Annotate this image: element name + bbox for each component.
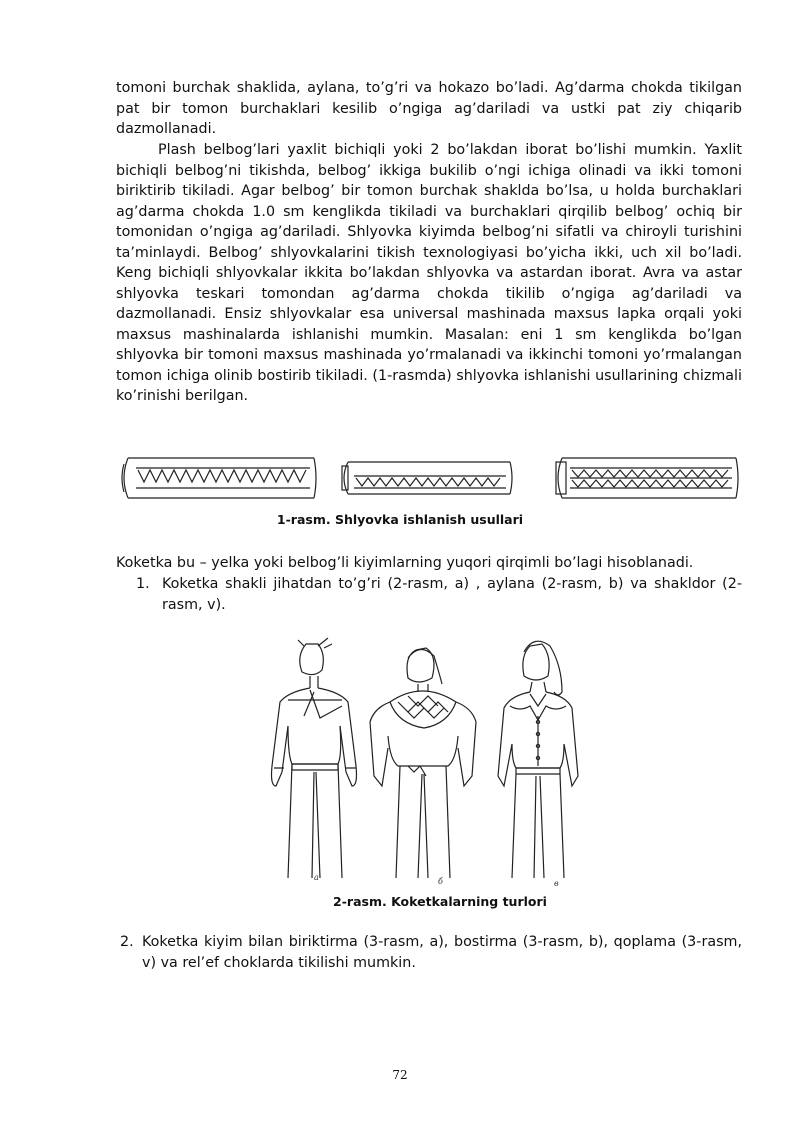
paragraph-2: Plash belbog’lari yaxlit bichiqli yoki 2 bo’lakdan iborat bo’lishi mumkin. Yaxlit bichiqli belbog’ni tikishda, belbog’ ikkiga bukilib o’ngi ichiga olinadi va ikki tomoni biriktirib tikiladi. Agar belbog’ bir tomon burchak shaklda bo’lsa, u holda burchaklari ag’darma chokda 1.0 sm kenglikda tikiladi va burchaklari qirqilib belbog’ ochiq bir tomonidan o’ngiga ag’dariladi. Shlyovka kiyimda belbog’ni sifatli va chiroyli turishini ta’minlaydi. Belbog’ shlyovkalarini tikish texnologiyasi bo’yicha ikki, uch xil bo’ladi. Keng bichiqli shlyovkalar ikkita bo’lakdan shlyovka va astardan iborat. Avra va astar shlyovka teskari tomondan ag’darma chokda tikilib o’ngiga ag’dariladi va dazmollanadi. Ensiz shlyovkalar esa universal mashinada maxsus lapka orqali yoki maxsus mashinalarda ishlanishi mumkin. Masalan: eni 1 sm kenglikda bo’lgan shlyovka bir tomoni maxsus mashinada yo’rmalanadi va ikkinchi tomoni yo’rmalangan tomon ichiga olinib bostirib tikiladi. (1-rasmda) shlyovka ishlanishi usullarining chizmali ko’rinishi berilgan. [116,142,742,404]
figure-b-round-yoke [370,648,476,878]
figure-1-caption: 1-rasm. Shlyovka ishlanish usullari [276,512,524,527]
shlyovka-method-3 [556,458,738,498]
figure-2-sublabel-v: в [554,879,559,888]
figure-2-sublabel-b: б [438,877,443,886]
figure-a-straight-yoke [272,638,357,878]
figure-v-shaped-yoke [498,641,578,878]
list-text: Koketka shakli jihatdan to’g’ri (2-rasm, a) , aylana (2-rasm, b) va shakldor (2-rasm, v). [162,576,742,613]
list-item [136,574,742,615]
figure-2-yoke-illustrations [258,636,598,888]
figure-1-shlyovka-diagram [118,452,744,504]
list-number: 1. [136,576,150,592]
figure-2-caption: 2-rasm. Koketkalarning turlori [333,894,547,909]
paragraph-1: tomoni burchak shaklida, aylana, to’g’ri va hokazo bo’ladi. Ag’darma chokda tikilgan pat bir tomon burchaklari kesilib o’ngiga ag’dariladi va ustki pat ziy chiqarib dazmollanadi. [116,80,742,137]
paragraph-3: Koketka bu – yelka yoki belbog’li kiyimlarning yuqori qirqimli bo’lagi hisoblanadi. [116,555,694,571]
shlyovka-method-2 [342,462,512,494]
page-number: 72 [392,1068,408,1082]
shlyovka-method-1 [122,458,316,498]
figure-2-sublabel-a: а [314,873,319,882]
list-item [120,932,742,973]
list-number: 2. [120,934,134,950]
list-text: Koketka kiyim bilan biriktirma (3-rasm, a), bostirma (3-rasm, b), qoplama (3-rasm, v) va rel’ef choklarda tikilishi mumkin. [142,934,742,971]
